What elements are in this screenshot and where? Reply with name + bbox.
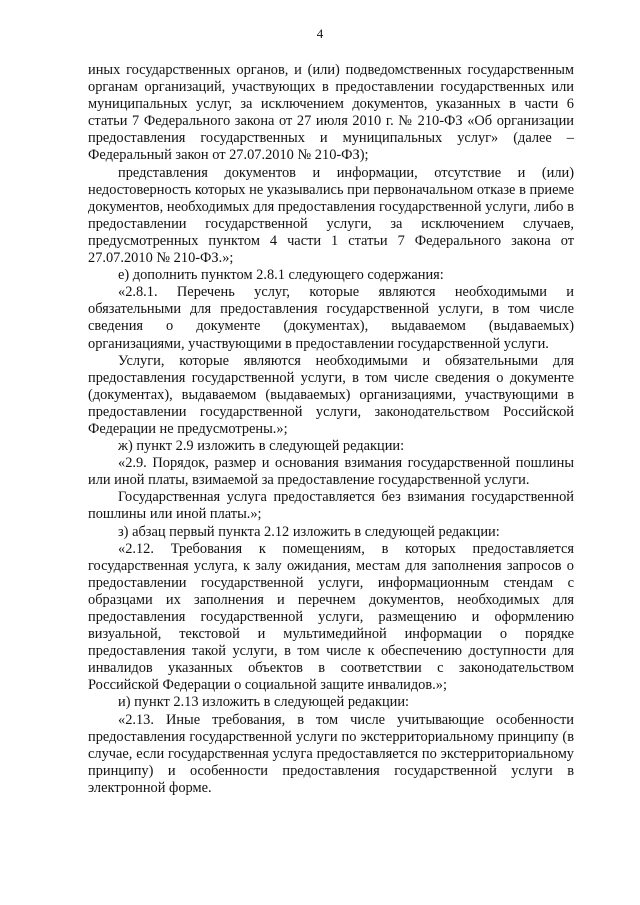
paragraph-documents-information: представления документов и информации, отсутствие и (или) недостоверность которых не указывались при первоначальном отказе в приеме документов, необходимых для предоставления государственной услуги, либо в предоставлении государственной услуги, за исключением случаев, предусмотренных пунктом 4 части 1 статьи 7 Федерального закона от 27.07.2010 № 210-ФЗ.»; — [88, 164, 574, 267]
paragraph-necessary-services: Услуги, которые являются необходимыми и обязательными для предоставления государственной услуги, в том числе сведения о документе (документах), выдаваемом (выдаваемых) организациями, участвующими в предоставлении государственной услуги, законодательством Российской Федерации не предусмотрены.»; — [88, 352, 574, 437]
paragraph-clause-2-12: «2.12. Требования к помещениям, в которых предоставляется государственная услуга, к залу ожидания, местам для заполнения запросов о предоставлении государственной услуги, информационным стендам с образцами их заполнения и перечнем документов, необходимых для предоставления государственной услуги, размещению и оформлению визуальной, текстовой и мультимедийной информации о порядке предоставления такой услуги, в том числе к обеспечению доступности для инвалидов указанных объектов в соответствии с законодательством Российской Федерации о социальной защите инвалидов.»; — [88, 540, 574, 694]
paragraph-no-fee: Государственная услуга предоставляется без взимания государственной пошлины или иной платы.»; — [88, 489, 574, 523]
paragraph-amendment-i: и) пункт 2.13 изложить в следующей редакции: — [118, 694, 410, 711]
paragraph-clause-2-8-1: «2.8.1. Перечень услуг, которые являются необходимыми и обязательными для предоставления государственной услуги, в том числе сведения о документе (документах), выдаваемом (выдаваемых) организациями, участвующими в предоставлении государственной услуги. — [88, 284, 574, 352]
paragraph-amendment-z: з) абзац первый пункта 2.12 изложить в следующей редакции: — [118, 523, 500, 540]
paragraph-amendment-e: е) дополнить пунктом 2.8.1 следующего содержания: — [118, 267, 444, 284]
paragraph-amendment-zh: ж) пункт 2.9 изложить в следующей редакции: — [118, 438, 405, 455]
paragraph-clause-2-9: «2.9. Порядок, размер и основания взимания государственной пошлины или иной платы, взимаемой за предоставление государственной услуги. — [88, 455, 574, 489]
document-body — [88, 62, 574, 797]
paragraph-continuation: иных государственных органов, и (или) подведомственных государственным органам организаций, участвующих в предоставлении государственных или муниципальных услуг, за исключением документов, указанных в части 6 статьи 7 Федерального закона от 27 июля 2010 г. № 210-ФЗ «Об организации предоставления государственных и муниципальных услуг» (далее – Федеральный закон от 27.07.2010 № 210-ФЗ); — [88, 62, 574, 164]
page-number: 4 — [316, 26, 324, 41]
paragraph-clause-2-13: «2.13. Иные требования, в том числе учитывающие особенности предоставления государственной услуги по экстерриториальному принципу (в случае, если государственная услуга предоставляется по экстерриториальному принципу) и особенности предоставления государственной услуги в электронной форме. — [88, 711, 574, 796]
